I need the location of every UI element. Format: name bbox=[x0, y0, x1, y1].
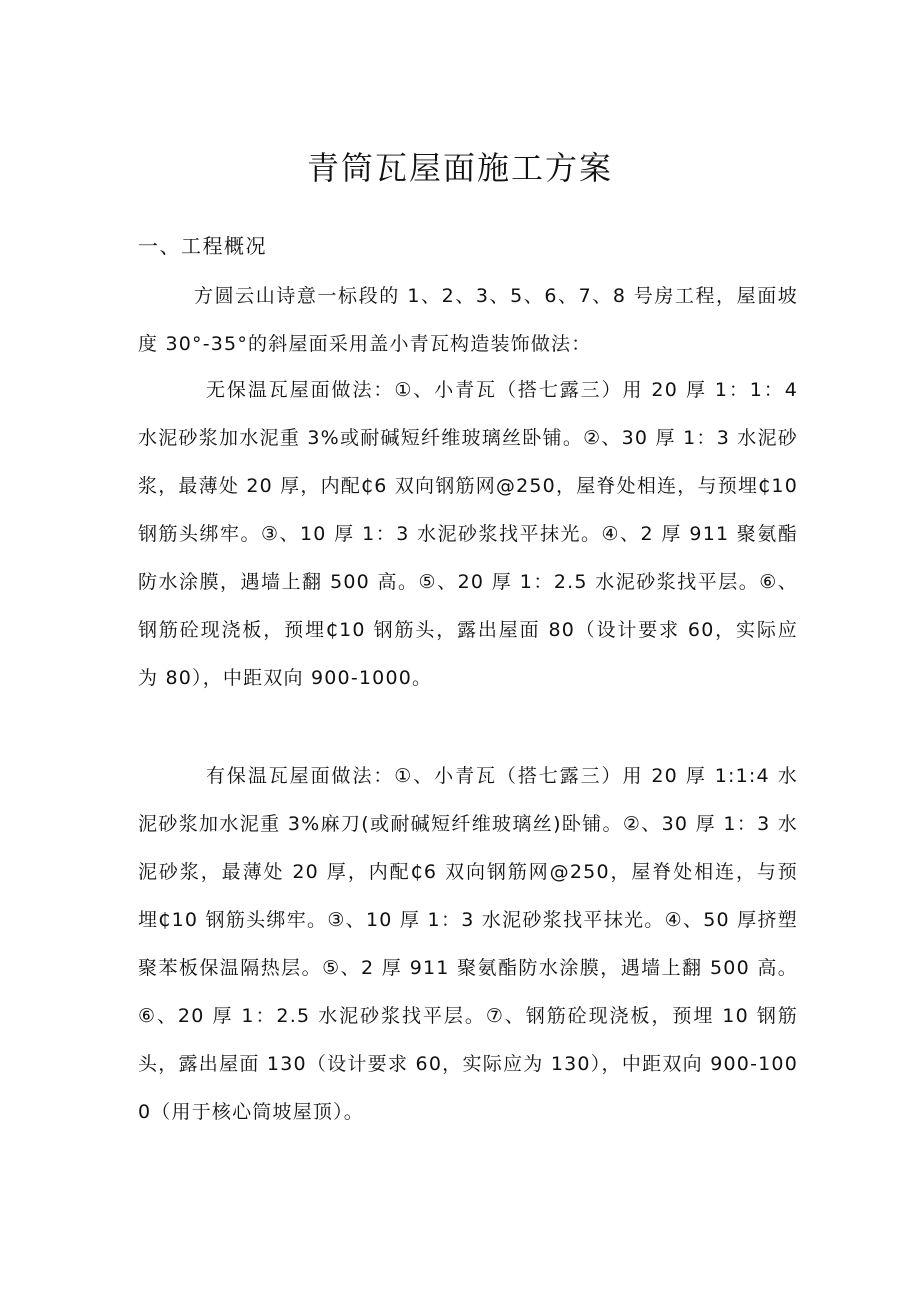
paragraph-insulated-roof: 有保温瓦屋面做法：①、小青瓦（搭七露三）用 20 厚 1:1:4 水泥砂浆加水泥重 3%麻刀(或耐碱短纤维玻璃丝)卧铺。②、30 厚 1：3 水泥砂浆，最薄处 20 厚，内配₵6 双向钢筋网@250，屋脊处相连，与预埋₵10 钢筋头绑牢。③、10 厚 1：3 水泥砂浆找平抹光。④、50 厚挤塑聚苯板保温隔热层。⑤、2 厚 911 聚氨酯防水涂膜，遇墙上翻 500 高。⑥、20 厚 1：2.5 水泥砂浆找平层。⑦、钢筋砼现浇板，预埋 10 钢筋头，露出屋面 130（设计要求 60，实际应为 130），中距双向 900-1000（用于核心筒坡屋顶）。 bbox=[138, 765, 798, 1123]
paragraph-uninsulated-roof: 无保温瓦屋面做法：①、小青瓦（搭七露三）用 20 厚 1：1：4 水泥砂浆加水泥重 3%或耐碱短纤维玻璃丝卧铺。②、30 厚 1：3 水泥砂浆，最薄处 20 厚，内配₵6 双向钢筋网@250，屋脊处相连，与预埋₵10 钢筋头绑牢。③、10 厚 1：3 水泥砂浆找平抹光。④、2 厚 911 聚氨酯防水涂膜，遇墙上翻 500 高。⑤、20 厚 1：2.5 水泥砂浆找平层。⑥、钢筋砼现浇板，预埋₵10 钢筋头，露出屋面 80（设计要求 60，实际应为 80），中距双向 900-1000。 bbox=[138, 379, 798, 689]
paragraph-project-overview: 方圆云山诗意一标段的 1、2、3、5、6、7、8 号房工程，屋面坡度 30°-35°的斜屋面采用盖小青瓦构造装饰做法： bbox=[138, 285, 798, 355]
document-title: 青筒瓦屋面施工方案 bbox=[306, 149, 613, 187]
section-heading: 一、工程概况 bbox=[138, 234, 267, 258]
